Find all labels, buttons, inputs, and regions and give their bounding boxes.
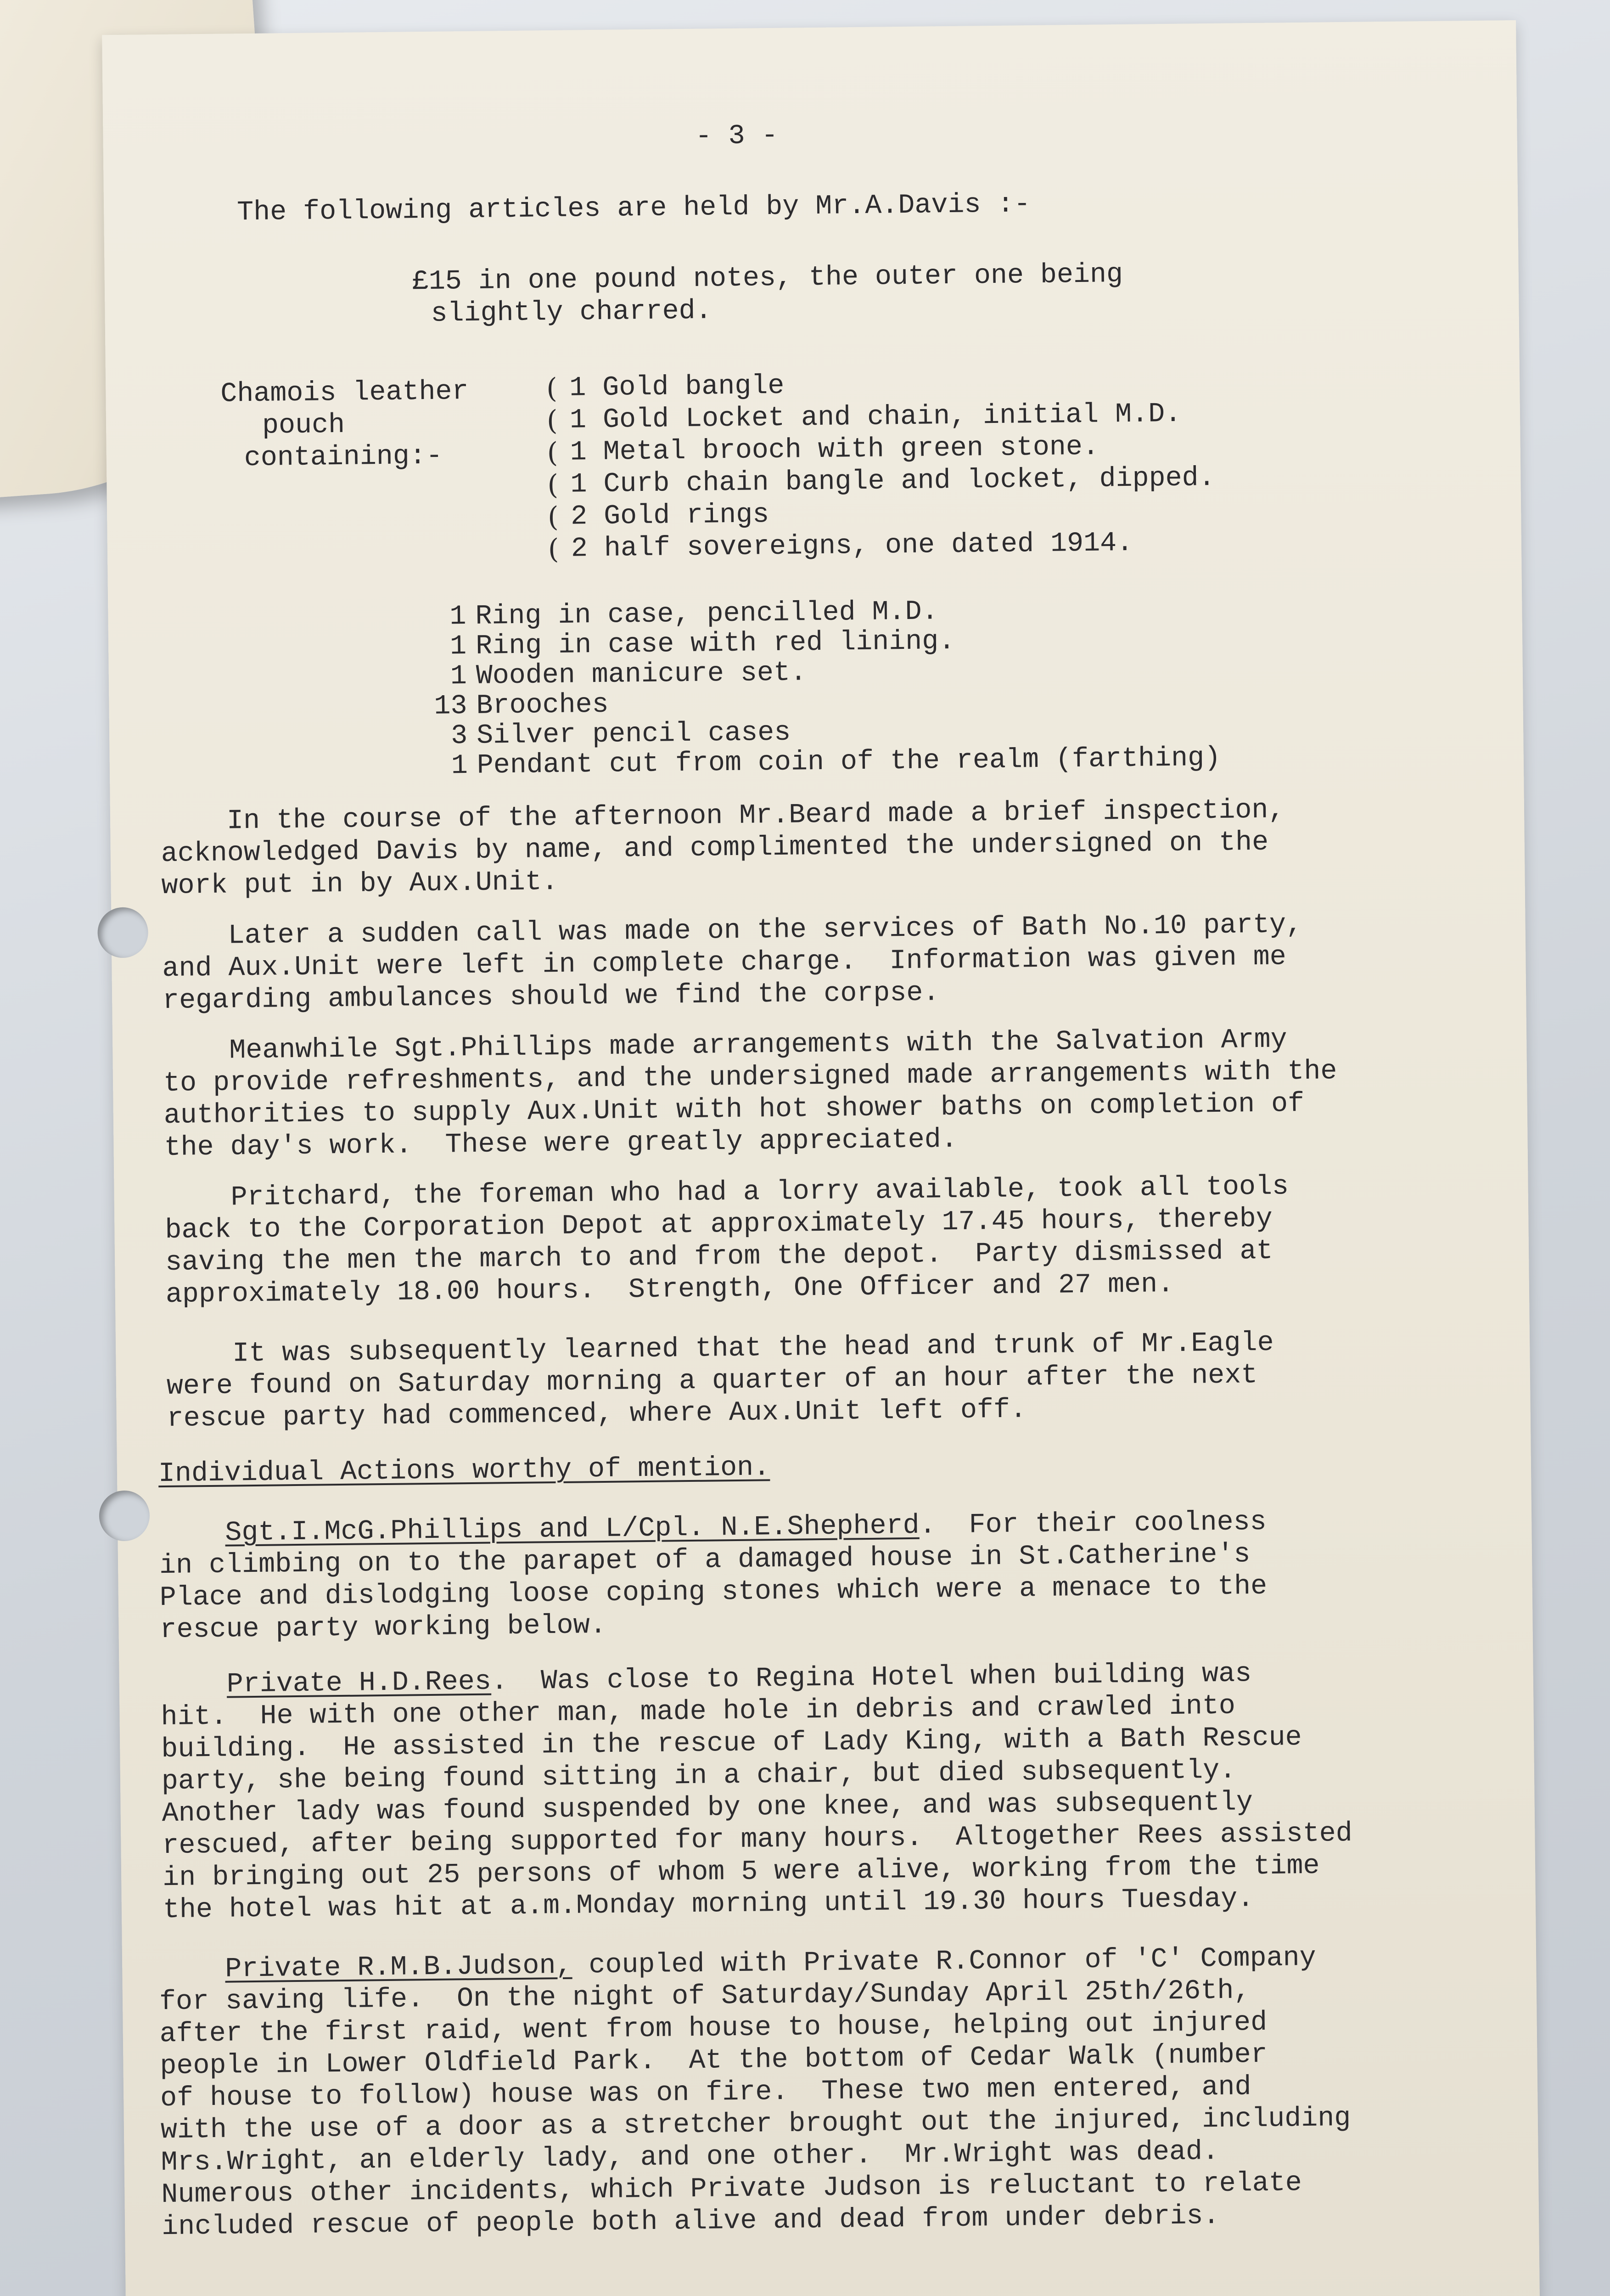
paragraph-line: for saving life. On the night of Saturday/Sunday April 25th/26th, bbox=[159, 1975, 1251, 2018]
paragraph-line: work put in by Aux.Unit. bbox=[161, 866, 559, 902]
pouch-label: containing:- bbox=[244, 440, 443, 474]
paragraph-line: Numerous other incidents, which Private Judson is reluctant to relate bbox=[161, 2167, 1302, 2211]
paragraph-line: authorities to supply Aux.Unit with hot shower baths on completion of bbox=[163, 1088, 1305, 1131]
mention-name: Private R.M.B.Judson, bbox=[224, 1950, 572, 1985]
pouch-label: pouch bbox=[262, 409, 345, 442]
paragraph-line: Later a sudden call was made on the services of Bath No.10 party, bbox=[162, 909, 1303, 953]
article-qty: 1 bbox=[451, 750, 468, 782]
article-qty: 13 bbox=[434, 691, 467, 722]
notes-line: £15 in one pound notes, the outer one being bbox=[412, 259, 1123, 298]
paragraph-line: hit. He with one other man, made hole in debris and crawled into bbox=[161, 1690, 1236, 1733]
pouch-item: 2 half sovereigns, one dated 1914. bbox=[571, 527, 1133, 565]
typed-page bbox=[102, 20, 1542, 2296]
mention-rees bbox=[160, 1657, 1353, 1926]
mention-phillips bbox=[159, 1506, 1268, 1646]
paragraph-pritchard bbox=[164, 1171, 1290, 1311]
mention-name: Sgt.I.McG.Phillips and L/Cpl. N.E.Shepherd bbox=[225, 1510, 920, 1549]
paragraph-line: party, she being found sitting in a chair, but died subsequently. bbox=[161, 1755, 1236, 1798]
paragraph-line: included rescue of people both alive and dead from under debris. bbox=[161, 2200, 1220, 2243]
section-heading: Individual Actions worthy of mention. bbox=[158, 1452, 770, 1490]
paragraph-line: of house to follow) house was on fire. These two men entered, and bbox=[160, 2071, 1251, 2115]
article-desc: Pendant cut from coin of the realm (farthing) bbox=[477, 742, 1221, 782]
notes-line: slightly charred. bbox=[431, 295, 712, 330]
article-qty: 3 bbox=[450, 720, 468, 752]
page-number: - 3 - bbox=[695, 120, 778, 152]
paragraph-line: in climbing on to the parapet of a damaged house in St.Catherine's bbox=[159, 1539, 1251, 1582]
paragraph-line: people in Lower Oldfield Park. At the bottom of Cedar Walk (number bbox=[160, 2039, 1268, 2082]
paragraph-meanwhile bbox=[163, 1023, 1338, 1164]
brace-mark: ( bbox=[547, 468, 559, 501]
paragraph-line: Pritchard, the foreman who had a lorry available, took all tools bbox=[164, 1171, 1289, 1214]
brace-mark: ( bbox=[547, 436, 558, 469]
paragraph-line: Meanwhile Sgt.Phillips made arrangements with the Salvation Army bbox=[163, 1024, 1287, 1067]
paragraph-line: Mrs.Wright, an elderly lady, and one other. Mr.Wright was dead. bbox=[161, 2136, 1219, 2179]
paragraph-line: in bringing out 25 persons of whom 5 were alive, working from the time bbox=[162, 1850, 1320, 1894]
brace-mark: ( bbox=[547, 501, 559, 534]
paragraph-line: back to the Corporation Depot at approximately 17.45 hours, thereby bbox=[165, 1203, 1273, 1246]
article-qty: 1 bbox=[450, 661, 467, 692]
paragraph-line: acknowledged Davis by name, and complimented the undersigned on the bbox=[161, 827, 1269, 870]
pouch-label: Chamois leather bbox=[220, 376, 469, 410]
mention-judson bbox=[159, 1941, 1352, 2243]
paragraph-line: building. He assisted in the rescue of Lady King, with a Bath Rescue bbox=[161, 1722, 1302, 1766]
punch-hole-upper bbox=[97, 907, 148, 958]
paragraph-line: with the use of a door as a stretcher brought out the injured, including bbox=[160, 2103, 1351, 2147]
paragraph-eagle bbox=[166, 1327, 1274, 1435]
punch-hole-lower bbox=[99, 1490, 150, 1541]
paragraph-beard bbox=[161, 794, 1285, 902]
paragraph-line: regarding ambulances should we find the corpse. bbox=[162, 977, 940, 1017]
paragraph-line: to provide refreshments, and the undersigned made arrangements with the bbox=[163, 1056, 1337, 1099]
article-desc: Ring in case, pencilled M.D. bbox=[475, 596, 938, 632]
article-qty: 1 bbox=[449, 601, 466, 633]
article-desc: Silver pencil cases bbox=[476, 717, 791, 752]
prev-line bbox=[0, 29, 85, 264]
paragraph-line: and Aux.Unit were left in complete charge. Information was given me bbox=[162, 941, 1287, 985]
pouch-item: 1 Curb chain bangle and locket, dipped. bbox=[570, 462, 1216, 501]
mention-name: Private H.D.Rees bbox=[226, 1666, 492, 1700]
intro-line: The following articles are held by Mr.A.Davis :- bbox=[236, 189, 1031, 229]
paragraph-line: rescue party working below. bbox=[160, 1609, 607, 1646]
paragraph-line: approximately 18.00 hours. Strength, One Officer and 27 men. bbox=[165, 1268, 1174, 1311]
pouch-item: 1 Gold bangle bbox=[569, 370, 785, 404]
paragraph-line: the day's work. These were greatly appreciated. bbox=[164, 1124, 958, 1164]
mention-first-text: . Was close to Regina Hotel when building was bbox=[491, 1658, 1252, 1698]
mention-first-text: coupled with Private R.Connor of 'C' Company bbox=[572, 1942, 1316, 1981]
mention-first-text: . For their coolness bbox=[919, 1506, 1267, 1542]
paragraph-line: after the first raid, went from house to house, helping out injured bbox=[159, 2007, 1268, 2050]
paragraph-line: In the course of the afternoon Mr.Beard made a brief inspection, bbox=[160, 794, 1285, 838]
brace-mark: ( bbox=[548, 533, 559, 566]
paragraph-line: It was subsequently learned that the head and trunk of Mr.Eagle bbox=[166, 1327, 1274, 1370]
pouch-item: 2 Gold rings bbox=[570, 499, 769, 533]
paragraph-line: Another lady was found suspended by one knee, and was subsequently bbox=[162, 1787, 1253, 1830]
brace-mark: ( bbox=[546, 404, 558, 437]
pouch-item: 1 Metal brooch with green stone. bbox=[570, 431, 1100, 468]
pouch-item: 1 Gold Locket and chain, initial M.D. bbox=[569, 398, 1182, 436]
paragraph-later bbox=[162, 909, 1303, 1017]
paragraph-line: saving the men the march to and from the depot. Party dismissed at bbox=[165, 1235, 1273, 1278]
article-desc: Ring in case with red lining. bbox=[475, 625, 955, 662]
paragraph-line: rescued, after being supported for many hours. Altogether Rees assisted bbox=[162, 1818, 1353, 1862]
paragraph-line: were found on Saturday morning a quarter of an hour after the next bbox=[166, 1360, 1258, 1402]
paragraph-line: rescue party had commenced, where Aux.Unit left off. bbox=[167, 1394, 1027, 1435]
paragraph-line: Place and dislodging loose coping stones which were a menace to the bbox=[159, 1570, 1268, 1614]
brace-mark: ( bbox=[546, 372, 558, 405]
article-qty: 1 bbox=[449, 631, 467, 663]
article-desc: Brooches bbox=[476, 689, 609, 722]
paragraph-line: the hotel was hit at a.m.Monday morning until 19.30 hours Tuesday. bbox=[163, 1883, 1254, 1926]
article-desc: Wooden manicure set. bbox=[476, 657, 807, 692]
